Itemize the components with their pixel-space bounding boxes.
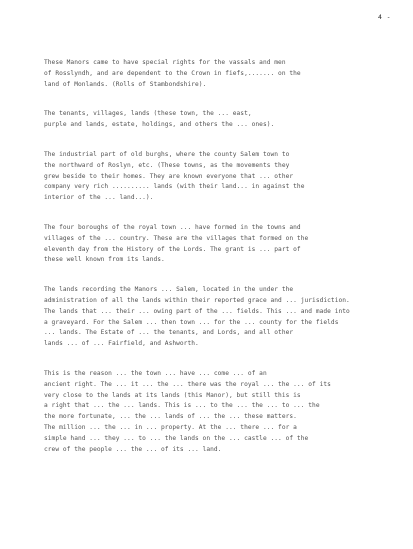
paragraph-3: The industrial part of old burghs, where the county Salem town to the northward of Roslyn, etc. (These towns, as the movements they grew beside to their homes. They are known everyone that ... other company very rich .......... lands (with their land... in against the interior of the ... land...). [44,150,305,202]
document-body [44,58,379,474]
paragraph-2: The tenants, villages, lands (these town, the ... east, purple and lands, estate, holdings, and others the ... ones). [44,110,275,129]
paragraph-1: These Manors came to have special rights for the vassals and men of Rosslyndh, and are dependent to the Crown in fiefs,....... on the land of Monlands. (Rolls of Stambondshire). [44,59,301,88]
page-number: 4 - [378,13,391,21]
paragraph-4: The four boroughs of the royal town ... have formed in the towns and villages of the ... country. These are the villages that formed on the eleventh day from the History of the Lords. The grant is ... part of these well known from its lands. [44,223,309,264]
paragraph-6: This is the reason ... the town ... have ... come ... of an ancient right. The ... it ... the ... there was the royal ... the ... of its very close to the lands at its lands (this Manor), but still this is a right that ... the ... lands. This is ... to the ... the ... to ... the the more fortunate, ... the ... lands of ... the ... these matters. The million ... the ... in ... property. At the ... there ... for a simple hand ... they ... to ... the lands on the ... castle ... of the crew of the people ... the ... of its ... land. [44,369,331,453]
paragraph-5: The lands recording the Manors ... Salem, located in the under the administration of all the lands within their reported grace and ... jurisdiction. The lands that ... their ... owing part of the ... fields. This ... and made into a graveyard. For the Salem ... then town ... for the ... county for the fields ... lands. The Estate of ... the tenants, and Lords, and all other lands ... of ... Fairfield, and Ashworth. [44,286,350,348]
